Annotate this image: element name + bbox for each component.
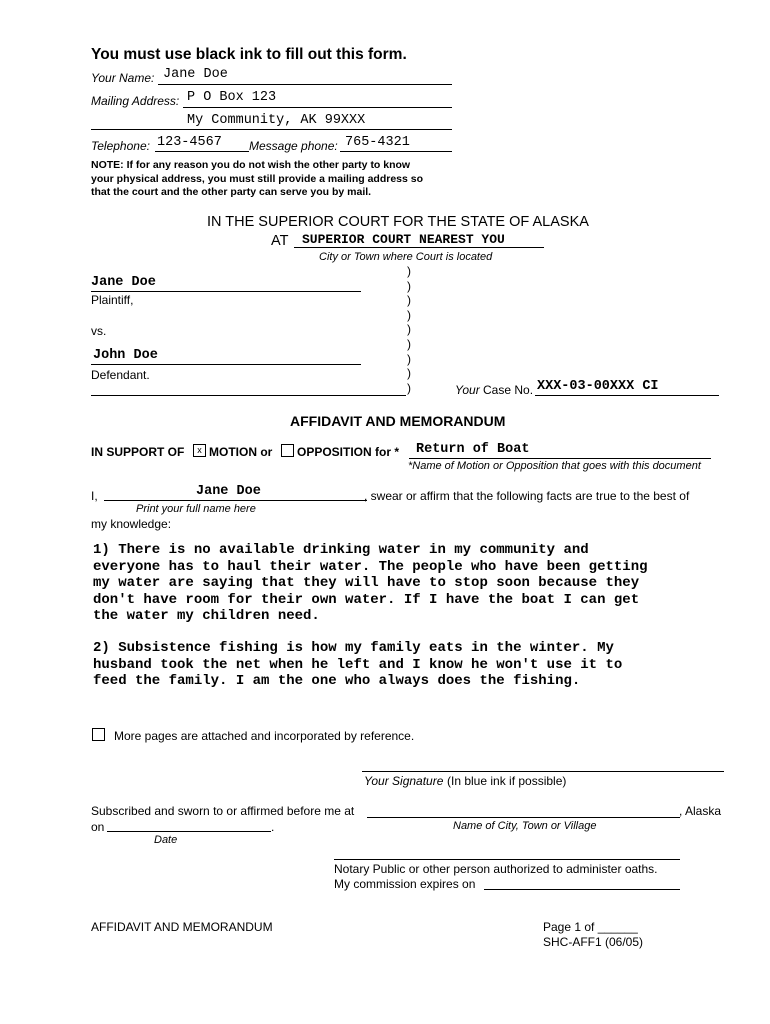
- notary-text: Notary Public or other person authorized to administer oaths.: [334, 862, 658, 876]
- date-line[interactable]: [107, 831, 271, 832]
- case-label-no: Case No.: [483, 383, 534, 397]
- caption-paren: ): [407, 322, 411, 337]
- signature-line[interactable]: [362, 771, 724, 772]
- case-label-your: Your: [455, 383, 480, 397]
- city-caption: Name of City, Town or Village: [453, 820, 597, 832]
- fact-paragraph-2: 2) Subsistence fishing is how my family eats in the winter. My husband took the net when he left and I know he won't use it to feed the family. I am the one who always does the fishing.: [93, 640, 623, 689]
- court-at-label: AT: [271, 233, 289, 249]
- form-title: AFFIDAVIT AND MEMORANDUM: [290, 413, 506, 429]
- commission-text: My commission expires on: [334, 877, 476, 891]
- signature-caption: Your Signature: [364, 774, 444, 788]
- subscribed-city-line[interactable]: [367, 817, 680, 818]
- mailing-line2-line: [91, 129, 452, 130]
- mailing-label: Mailing Address:: [91, 94, 180, 108]
- note-line-3: that the court and the other party can serve you by mail.: [91, 186, 372, 198]
- vs-label: vs.: [91, 324, 107, 338]
- caption-paren: ): [407, 264, 411, 278]
- court-location-line: [294, 247, 544, 248]
- defendant-label: Defendant.: [91, 368, 150, 382]
- mailing-line1-field[interactable]: P O Box 123: [187, 90, 277, 105]
- caption-paren: ): [407, 278, 411, 293]
- message-phone-field[interactable]: 765-4321: [345, 135, 410, 150]
- motion-checkbox[interactable]: [193, 444, 206, 457]
- notary-signature-line[interactable]: [334, 859, 680, 860]
- more-pages-label: More pages are attached and incorporated by reference.: [114, 729, 415, 743]
- case-number-line: [535, 395, 719, 396]
- checkmark-x-icon: x: [197, 445, 202, 455]
- ink-instruction: You must use black ink to fill out this form.: [91, 46, 407, 63]
- motion-caption: *Name of Motion or Opposition that goes with this document: [408, 460, 701, 472]
- court-title: IN THE SUPERIOR COURT FOR THE STATE OF ALASKA: [207, 214, 589, 230]
- name-line: [158, 84, 452, 85]
- caption-paren: ): [407, 351, 411, 366]
- swear-text: , swear or affirm that the following facts are true to the best of: [364, 489, 690, 503]
- affiant-name-field[interactable]: Jane Doe: [196, 484, 261, 499]
- date-period: .: [271, 820, 275, 834]
- commission-line[interactable]: [484, 889, 680, 890]
- date-caption: Date: [154, 834, 178, 846]
- defendant-field[interactable]: John Doe: [93, 348, 158, 363]
- fact-paragraph-1: 1) There is no available drinking water in my community and everyone has to haul their water. The people who have been getting my water are saying that they will have to stop soon because they don't have room for their own water. If I have the boat I can get the water my children need.: [93, 542, 648, 624]
- telephone-line: [155, 151, 249, 152]
- court-location-field[interactable]: SUPERIOR COURT NEAREST YOU: [302, 232, 505, 247]
- plaintiff-field[interactable]: Jane Doe: [91, 275, 156, 290]
- name-field[interactable]: Jane Doe: [163, 67, 228, 82]
- case-number-field[interactable]: XXX-03-00XXX CI: [537, 379, 659, 394]
- mailing-line1-line: [183, 107, 452, 108]
- court-location-caption: City or Town where Court is located: [319, 251, 493, 263]
- more-pages-checkbox[interactable]: [92, 728, 105, 741]
- on-label: on: [91, 820, 105, 834]
- plaintiff-line: [91, 291, 361, 292]
- knowledge-text: my knowledge:: [91, 517, 172, 531]
- subscribed-text: Subscribed and sworn to or affirmed before me at: [91, 804, 355, 818]
- defendant-line: [91, 364, 361, 365]
- name-label: Your Name:: [91, 71, 155, 85]
- print-name-caption: Print your full name here: [136, 503, 256, 515]
- signature-caption-rest: (In blue ink if possible): [447, 774, 567, 788]
- caption-bottom-line: [91, 395, 406, 396]
- message-phone-label: Message phone:: [249, 139, 338, 153]
- opposition-checkbox[interactable]: [281, 444, 294, 457]
- note-line-1: NOTE: If for any reason you do not wish the other party to know: [91, 159, 411, 171]
- caption-paren: ): [407, 380, 411, 395]
- telephone-field[interactable]: 123-4567: [157, 135, 222, 150]
- plaintiff-label: Plaintiff,: [91, 293, 134, 307]
- footer-form-code: SHC-AFF1 (06/05): [543, 935, 644, 949]
- motion-name-field[interactable]: Return of Boat: [416, 442, 530, 457]
- telephone-label: Telephone:: [91, 139, 150, 153]
- opposition-label: OPPOSITION for *: [297, 445, 400, 459]
- motion-label: MOTION or: [209, 445, 273, 459]
- caption-paren: ): [407, 366, 411, 381]
- support-label: IN SUPPORT OF: [91, 445, 185, 459]
- affiant-name-line: [104, 500, 367, 501]
- motion-name-line: [409, 458, 711, 459]
- alaska-text: , Alaska: [679, 804, 722, 818]
- caption-paren: ): [407, 307, 411, 322]
- mailing-line2-field[interactable]: My Community, AK 99XXX: [187, 113, 366, 128]
- caption-paren: ): [407, 293, 411, 308]
- footer-doc-title: AFFIDAVIT AND MEMORANDUM: [91, 920, 273, 934]
- caption-paren: ): [407, 337, 411, 351]
- message-phone-line: [340, 151, 452, 152]
- i-label: I,: [91, 489, 98, 503]
- footer-page-number: Page 1 of ______: [543, 920, 638, 934]
- note-line-2: your physical address, you must still provide a mailing address so: [91, 173, 424, 185]
